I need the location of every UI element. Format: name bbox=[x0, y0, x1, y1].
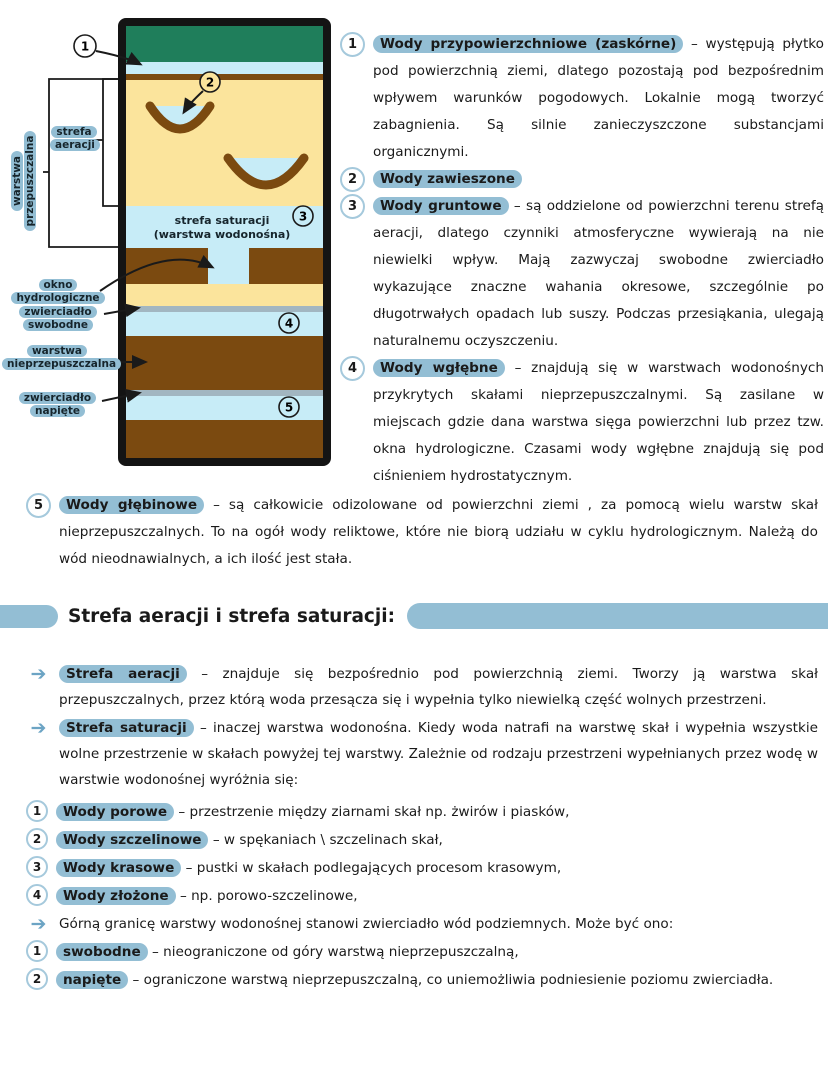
aeration-zone-layer bbox=[126, 80, 323, 206]
term-wody-porowe: Wody porowe bbox=[56, 803, 174, 821]
list-item-zwierciadlo-swobodne bbox=[0, 939, 828, 965]
section-highlight-pill bbox=[0, 605, 58, 628]
term-wody-krasowe: Wody krasowe bbox=[56, 859, 181, 877]
desc-swobodne: – nieograniczone od góry warstwą nieprzepuszczalną, bbox=[152, 944, 519, 960]
item-number-badge: 2 bbox=[26, 968, 48, 990]
saturation-caption-line1: strefa saturacji bbox=[174, 214, 270, 227]
marker-2: 2 bbox=[205, 75, 215, 90]
aeration-zone-bracket bbox=[103, 79, 118, 206]
bullet-water-table-intro bbox=[0, 911, 828, 937]
arrow-bullet-icon: ➔ bbox=[30, 663, 47, 685]
term-wody-glebinowe: Wody głębinowe bbox=[59, 496, 204, 514]
list-item-wody-przypowierzchniowe bbox=[340, 31, 824, 166]
desc-wody-przypowierzchniowe: – występują płytko pod powierzchnią ziemi, dlatego pozostają pod bezpośrednim wpływem warunków pogodowych. Lokalnie mogą tworzyć zabagnienia. Są silnie zanieczyszczone substancjami organicznymi. bbox=[373, 36, 824, 160]
arrow-bullet-icon: ➔ bbox=[30, 717, 47, 739]
list-item-wody-zawieszone bbox=[340, 166, 824, 193]
list-item-wody-gruntowe bbox=[340, 193, 824, 355]
term-strefa-aeracji: Strefa aeracji bbox=[59, 665, 187, 683]
item-number-badge: 4 bbox=[26, 884, 48, 906]
item-number-badge: 5 bbox=[26, 493, 51, 518]
lower-notes-section bbox=[0, 492, 828, 993]
desc-wody-porowe: – przestrzenie między ziarnami skał np. żwirów i piasków, bbox=[178, 804, 570, 820]
label-zwierciadlo-napiete: zwierciadło napięte bbox=[10, 392, 105, 418]
label-strefa-aeracji: strefa aeracji bbox=[50, 126, 98, 152]
item-number-badge: 3 bbox=[26, 856, 48, 878]
topsoil-line bbox=[126, 74, 323, 80]
item-number-badge: 1 bbox=[340, 32, 365, 57]
marker-3: 3 bbox=[298, 209, 308, 224]
desc-wody-gruntowe: – są oddzielone od powierzchni terenu strefą aeracji, dlatego czynniki atmosferyczne wywierają na nie niewielki wpływ. Mają zazwyczaj swobodne zwierciadło wykazujące znaczne wahania okresowe, szczególnie po długotrwałych opadach lub suszy. Podczas przesiąkania, ulegają naturalnemu oczyszczeniu. bbox=[373, 198, 824, 349]
list-item-zwierciadlo-napiete bbox=[0, 967, 828, 993]
list-item-wody-wglebne bbox=[340, 355, 824, 490]
free-water-table-line bbox=[126, 306, 323, 312]
desc-wody-krasowe: – pustki w skałach podlegających procesom krasowym, bbox=[185, 860, 562, 876]
label-zwierciadlo-swobodne: zwierciadło swobodne bbox=[8, 306, 108, 332]
section-highlight-bar bbox=[407, 603, 828, 629]
desc-strefa-saturacji: – inaczej warstwa wodonośna. Kiedy woda natrafi na warstwę skał i wypełnia wszystkie wolne przestrzenie w skałach powyżej tej warstwy. Zależnie od rodzaju przestrzeni wypełnianych przez wodę w warstwie wodonośnej wyróżnia się: bbox=[59, 720, 819, 788]
sand-band bbox=[126, 284, 323, 306]
confined-water-table-line bbox=[126, 390, 323, 396]
term-wody-przypowierzchniowe: Wody przypowierzchniowe (zaskórne) bbox=[373, 35, 683, 53]
term-wody-zlozone: Wody złożone bbox=[56, 887, 176, 905]
impermeable-layer bbox=[126, 336, 323, 390]
section-title: Strefa aeracji i strefa saturacji: bbox=[68, 605, 395, 627]
desc-wody-zlozone: – np. porowo-szczelinowe, bbox=[179, 888, 358, 904]
bottom-clay-layer bbox=[126, 420, 323, 458]
desc-wody-szczelinowe: – w spękaniach \ szczelinach skał, bbox=[212, 832, 443, 848]
soil-layers-diagram bbox=[0, 0, 345, 495]
permeable-layer-bracket bbox=[49, 79, 118, 247]
item-number-badge: 2 bbox=[26, 828, 48, 850]
desc-napiete: – ograniczone warstwą nieprzepuszczalną, co uniemożliwia podniesienie poziomu zwierciadła. bbox=[132, 972, 774, 988]
bullet-strefa-aeracji bbox=[0, 661, 828, 713]
clay-band-left bbox=[126, 248, 208, 284]
term-wody-zawieszone: Wody zawieszone bbox=[373, 170, 522, 188]
clay-band-right bbox=[249, 248, 323, 284]
item-number-badge: 2 bbox=[340, 167, 365, 192]
desc-strefa-aeracji: – znajduje się bezpośrednio pod powierzchnią ziemi. Tworzy ją warstwa skał przepuszczalnych, przez którą woda przesącza się i wypełnia tylko niewielką część wolnych przestrzeni. bbox=[59, 666, 819, 708]
term-swobodne: swobodne bbox=[56, 943, 148, 961]
saturation-caption-line2: (warstwa wodonośna) bbox=[153, 228, 291, 241]
list-item-wody-szczelinowe bbox=[0, 827, 828, 853]
desc-wody-glebinowe: – są całkowicie odizolowane od powierzchni ziemi , za pomocą wielu warstw skał nieprzepuszczalnych. To na ogół wody reliktowe, które nie biorą udziału w cyklu hydrologicznym. Należą do wód nieodnawialnych, a ich ilość jest stała. bbox=[59, 497, 818, 567]
list-item-wody-krasowe bbox=[0, 855, 828, 881]
arrow-bullet-icon: ➔ bbox=[30, 913, 47, 935]
water-types-column bbox=[340, 31, 824, 490]
term-wody-wglebne: Wody wgłębne bbox=[373, 359, 505, 377]
label-warstwa-nieprzepuszczalna: warstwa nieprzepuszczalna bbox=[2, 345, 112, 371]
diagram-brackets bbox=[43, 79, 118, 247]
marker-4: 4 bbox=[284, 316, 294, 331]
list-item-wody-porowe bbox=[0, 799, 828, 825]
label-warstwa-przepuszczalna: warstwa przepuszczalna bbox=[11, 116, 37, 246]
desc-wody-wglebne: – znajdują się w warstwach wodonośnych przykrytych skałami nieprzepuszczalnymi. Są zasilane w miejscach gdzie dana warstwa sięga powierzchni lub przez tzw. okna hydrologiczne. Czasami wody wgłębne znajdują się pod ciśnieniem hydrostatycznym. bbox=[373, 360, 824, 484]
term-napiete: napięte bbox=[56, 971, 128, 989]
item-number-badge: 1 bbox=[26, 800, 48, 822]
list-item-wody-zlozone bbox=[0, 883, 828, 909]
marker-1: 1 bbox=[80, 39, 90, 54]
grass-layer bbox=[126, 26, 323, 62]
hydrologic-window-column bbox=[208, 248, 249, 284]
item-number-badge: 1 bbox=[26, 940, 48, 962]
bullet-strefa-saturacji bbox=[0, 715, 828, 793]
surface-water-layer bbox=[126, 62, 323, 74]
list-item-wody-glebinowe bbox=[0, 492, 828, 573]
item-number-badge: 3 bbox=[340, 194, 365, 219]
section-header bbox=[0, 601, 828, 631]
item-number-badge: 4 bbox=[340, 356, 365, 381]
diagram-layers bbox=[126, 26, 323, 458]
term-wody-gruntowe: Wody gruntowe bbox=[373, 197, 509, 215]
term-wody-szczelinowe: Wody szczelinowe bbox=[56, 831, 208, 849]
water-table-intro-text: Górną granicę warstwy wodonośnej stanowi zwierciadło wód podziemnych. Może być ono: bbox=[59, 916, 674, 932]
label-okno-hydrologiczne: okno hydrologiczne bbox=[10, 279, 106, 305]
marker-5: 5 bbox=[284, 400, 294, 415]
term-strefa-saturacji: Strefa saturacji bbox=[59, 719, 194, 737]
